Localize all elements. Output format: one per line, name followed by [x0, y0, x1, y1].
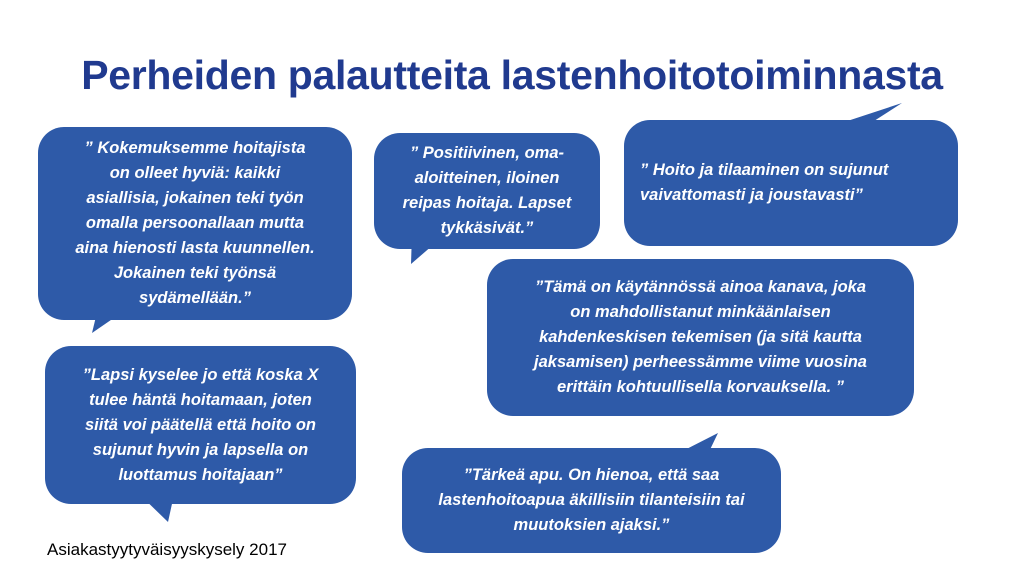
page-title: Perheiden palautteita lastenhoitotoiminnasta — [81, 52, 943, 98]
footer-source: Asiakastyytyväisyyskysely 2017 — [47, 540, 287, 559]
quote-text-3: ” Hoito ja tilaaminen on sujunut vaivattomasti ja joustavasti” — [640, 161, 889, 204]
quote-text-5: ”Lapsi kyselee jo että koska X tulee häntä hoitamaan, joten siitä voi päätellä että hoito on sujunut hyvin ja lapsella on luottamus hoitajaan” — [82, 365, 319, 484]
quote-text-2: ” Positiivinen, oma- aloitteinen, iloinen reipas hoitaja. Lapset tykkäsivät.” — [402, 144, 572, 237]
quote-bubble-2 — [374, 133, 600, 249]
quote-bubble-3 — [624, 120, 958, 246]
quote-bubble-5 — [45, 346, 356, 504]
quote-text-6: ”Tärkeä apu. On hienoa, että saa lastenhoitoapua äkillisiin tilanteisiin tai muutoksien ajaksi.” — [438, 466, 745, 534]
quote-bubble-6 — [402, 448, 781, 553]
quote-text-1: ” Kokemuksemme hoitajista on olleet hyviä: kaikki asiallisia, jokainen teki työn omalla persoonallaan mutta aina hienosti lasta kuunnellen. Jokainen teki työnsä sydämellään.” — [75, 139, 315, 307]
quote-text-4: ”Tämä on käytännössä ainoa kanava, joka on mahdollistanut minkäänlaisen kahdenkeskisen tekemisen (ja sitä kautta jaksamisen) perheessämme viime vuosina erittäin kohtuullisella korvauksella. ” — [534, 278, 867, 396]
quote-bubble-1 — [38, 127, 352, 320]
quote-bubble-4 — [487, 259, 914, 416]
